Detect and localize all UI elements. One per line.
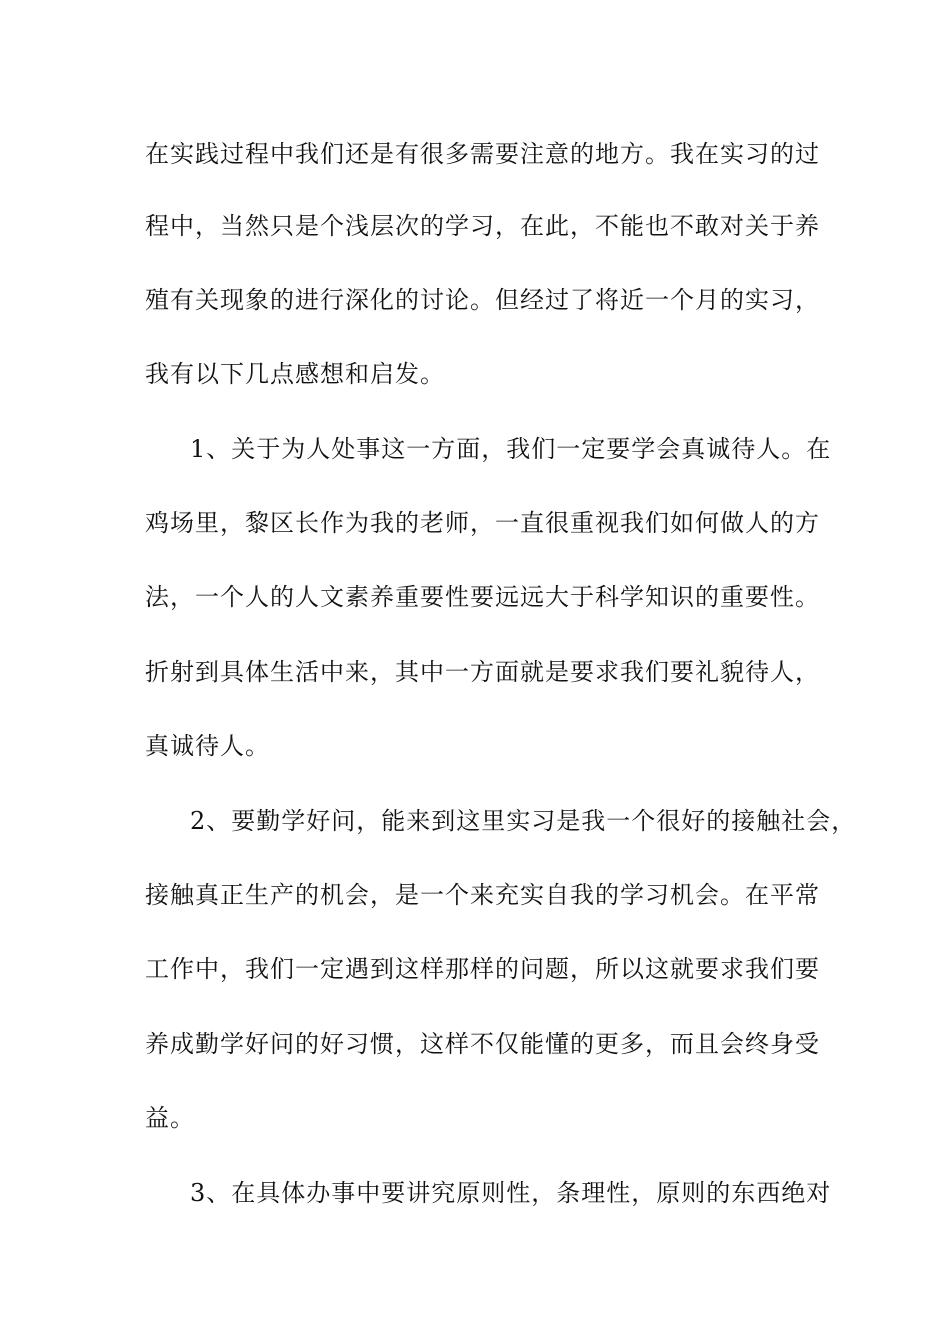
text-line: 2、要勤学好问，能来到这里实习是我一个很好的接触社会， [190, 807, 857, 835]
text-line: 在实践过程中我们还是有很多需要注意的地方。我在实习的过 [145, 140, 820, 168]
text-line: 养成勤学好问的好习惯，这样不仅能懂的更多，而且会终身受 [145, 1030, 820, 1058]
text-line: 3、在具体办事中要讲究原则性，条理性，原则的东西绝对 [190, 1179, 832, 1207]
text-line: 1、关于为人处事这一方面，我们一定要学会真诚待人。在 [190, 435, 832, 463]
text-line: 益。 [145, 1104, 195, 1132]
text-line: 鸡场里，黎区长作为我的老师，一直很重视我们如何做人的方 [145, 509, 820, 537]
text-line: 法，一个人的人文素养重要性要远远大于科学知识的重要性。 [145, 583, 820, 611]
text-line: 接触真正生产的机会，是一个来充实自我的学习机会。在平常 [145, 881, 820, 909]
text-line: 真诚待人。 [145, 732, 270, 760]
text-line: 殖有关现象的进行深化的讨论。但经过了将近一个月的实习， [145, 286, 820, 314]
text-line: 我有以下几点感想和启发。 [145, 360, 445, 388]
text-line: 程中，当然只是个浅层次的学习，在此，不能也不敢对关于养 [145, 212, 820, 240]
text-line: 工作中，我们一定遇到这样那样的问题，所以这就要求我们要 [145, 955, 820, 983]
text-line: 折射到具体生活中来，其中一方面就是要求我们要礼貌待人， [145, 658, 820, 686]
